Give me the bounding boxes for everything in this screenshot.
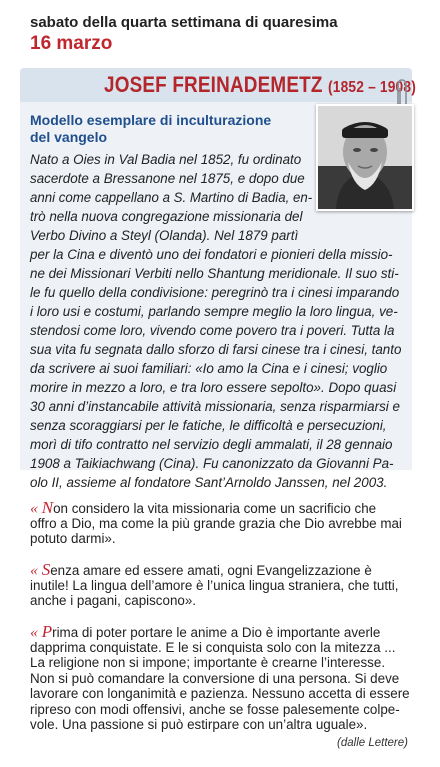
quote-line: ripreso con modi offensivi, anche se fosse palesemente colpe- bbox=[30, 701, 400, 717]
bio-line: 30 anni d’instancabile attività missionaria, senza risparmiarsi e bbox=[30, 399, 400, 414]
saint-years: (1852 – 1908) bbox=[328, 79, 416, 96]
subtitle-line: Modello esemplare di inculturazione bbox=[30, 112, 272, 128]
bio-line: olo II, assieme al fondatore Sant’Arnoldo Janssen, nel 2003. bbox=[30, 475, 388, 490]
bio-line: senza scoraggiarsi per le fatiche, le difficoltà e persecuzioni, bbox=[30, 418, 387, 433]
quote-line: La religione non si impone; importante è crearne l’interesse. bbox=[30, 655, 386, 670]
date: 16 marzo bbox=[30, 33, 113, 54]
bio-line: stendosi come loro, vivendo come povero tra i poveri. Tutta la bbox=[30, 323, 395, 338]
bio-line: morì di tifo contratto nel servizio degli ammalati, il 28 gennaio bbox=[30, 437, 393, 452]
bio-line: da scrivere ai suoi familiari: «Io amo la Cina e i cinesi; voglio bbox=[30, 361, 388, 376]
date-line: sabato della quarta settimana di quaresima bbox=[30, 14, 338, 31]
quote-initial: N bbox=[41, 498, 54, 517]
quote-initial: S bbox=[41, 560, 51, 579]
quote-initial: P bbox=[41, 622, 53, 641]
bio-line: trò nella nuova congregazione missionaria del bbox=[30, 209, 303, 224]
bio-line: sua vita fu segnata dallo sforzo di farsi cinese tra i cinesi, tanto bbox=[30, 342, 402, 357]
quote-line: dapprima conquistate. E le si conquista solo con la mitezza ... bbox=[30, 639, 396, 655]
bio-line: ne dei Missionari Verbiti nello Shantung meridionale. Il suo sti- bbox=[30, 266, 399, 281]
bio-line: anni come cappellano a S. Martino di Badia, en- bbox=[30, 190, 313, 205]
saint-portrait bbox=[316, 104, 414, 211]
quote-text: on considero la vita missionaria come un sacrificio che bbox=[53, 501, 377, 516]
bio-line: le fu quello della condivisione: peregrinò tra i cinesi imparando bbox=[30, 285, 400, 300]
quote-line: anche i pagani, capiscono». bbox=[30, 593, 197, 608]
saint-name-text: JOSEF FREINADEMETZ bbox=[104, 72, 323, 97]
bio-line: i loro usi e costumi, parlando sempre meglio la loro lingua, ve- bbox=[30, 304, 398, 319]
quote-text: rima di poter portare le anime a Dio è importante averle bbox=[52, 625, 381, 640]
quote-line: vole. Una passione si può estirpare con un’altra uguale». bbox=[30, 717, 368, 732]
bio-line: per la Cina e diventò uno dei fondatori e pionieri della missio- bbox=[30, 247, 393, 262]
quote-line: lavorare con longanimità e pazienza. Nessuno accetta di essere bbox=[30, 686, 410, 701]
quote-mark: « bbox=[30, 562, 38, 579]
quote-mark: « bbox=[30, 500, 38, 517]
source-note: (dalle Lettere) bbox=[337, 737, 408, 749]
bio-line: Verbo Divino a Steyl (Olanda). Nel 1879 partì bbox=[30, 228, 299, 243]
bio-line: morire in mezzo a loro, e tra loro essere sepolto». Dopo quasi bbox=[30, 380, 397, 395]
portrait-image bbox=[318, 106, 412, 209]
quote-first-line bbox=[30, 562, 372, 579]
bio-line: Nato a Oies in Val Badia nel 1852, fu ordinato bbox=[30, 152, 302, 167]
quote-first-line bbox=[30, 624, 380, 641]
quote-first-line bbox=[30, 500, 376, 517]
subtitle-line: del vangelo bbox=[30, 129, 108, 145]
saint-banner bbox=[20, 68, 416, 102]
bio-line: 1908 a Taikiachwang (Cina). Fu canonizzato da Giovanni Pa- bbox=[30, 456, 394, 471]
quote-line: offro a Dio, ma come la più grande grazia che Dio avrebbe mai bbox=[30, 515, 402, 531]
saint-name bbox=[104, 72, 416, 98]
quote-line: Non si può comandare la conversione di una persona. Si deve bbox=[30, 670, 400, 686]
quote-line: inutile! La lingua dell’amore è l’unica lingua straniera, che tutti, bbox=[30, 577, 399, 593]
quote-line: potuto darmi». bbox=[30, 531, 116, 546]
subtitle bbox=[30, 112, 280, 146]
quote-text: enza amare ed essere amati, ogni Evangelizzazione è bbox=[50, 563, 372, 578]
bio-line: sacerdote a Bressanone nel 1875, e dopo due bbox=[30, 171, 305, 186]
quote-mark: « bbox=[30, 624, 38, 641]
